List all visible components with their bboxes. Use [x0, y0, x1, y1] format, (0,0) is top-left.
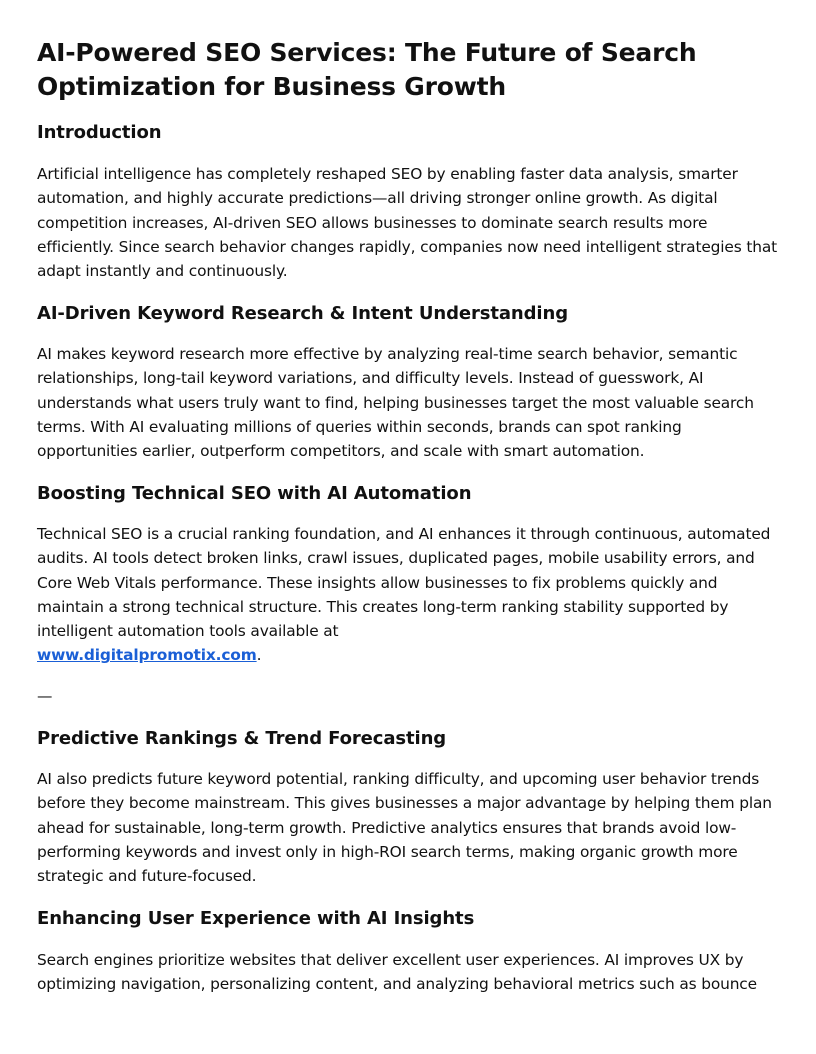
heading-introduction: Introduction [37, 122, 162, 143]
heading-technical-seo: Boosting Technical SEO with AI Automation [37, 483, 472, 504]
digitalpromotix-link[interactable]: www.digitalpromotix.com [37, 646, 257, 665]
separator-dash: — [37, 687, 53, 705]
link-suffix: . [256, 646, 262, 665]
paragraph-keyword-research: AI makes keyword research more effective by analyzing real-time search behavior, semantic relationships, long-tail keyword variations, and difficulty levels. Instead of guesswork, AI understands what users truly want to find, helping businesses target the most valuable search terms. With AI evaluating millions of queries within seconds, brands can spot ranking opportunities earlier, outperform competitors, and scale with smart automation. [37, 345, 754, 461]
paragraph-technical-seo-text: Technical SEO is a crucial ranking foundation, and AI enhances it through continuous, automated audits. AI tools detect broken links, crawl issues, duplicated pages, mobile usability errors, and Core Web Vitals performance. These insights allow businesses to fix problems quickly and maintain a strong technical structure. This creates long-term ranking stability supported by intelligent automation tools available at [37, 525, 771, 641]
paragraph-predictive-rankings: AI also predicts future keyword potential, ranking difficulty, and upcoming user behavior trends before they become mainstream. This gives businesses a major advantage by helping them plan ahead for sustainable, long-term growth. Predictive analytics ensures that brands avoid low-performing keywords and invest only in high-ROI search terms, making organic growth more strategic and future-focused. [37, 770, 772, 886]
paragraph-user-experience: Search engines prioritize websites that deliver excellent user experiences. AI improves UX by optimizing navigation, personalizing content, and analyzing behavioral metrics such as bounce [37, 951, 757, 994]
heading-predictive-rankings: Predictive Rankings & Trend Forecasting [37, 728, 447, 749]
paragraph-technical-seo [37, 522, 782, 668]
heading-keyword-research: AI-Driven Keyword Research & Intent Understanding [37, 303, 568, 324]
heading-user-experience: Enhancing User Experience with AI Insights [37, 908, 475, 929]
paragraph-introduction: Artificial intelligence has completely reshaped SEO by enabling faster data analysis, smarter automation, and highly accurate predictions—all driving stronger online growth. As digital competition increases, AI-driven SEO allows businesses to dominate search results more efficiently. Since search behavior changes rapidly, companies now need intelligent strategies that adapt instantly and continuously. [37, 165, 777, 281]
document-title: AI-Powered SEO Services: The Future of Search Optimization for Business Growth [37, 38, 697, 101]
